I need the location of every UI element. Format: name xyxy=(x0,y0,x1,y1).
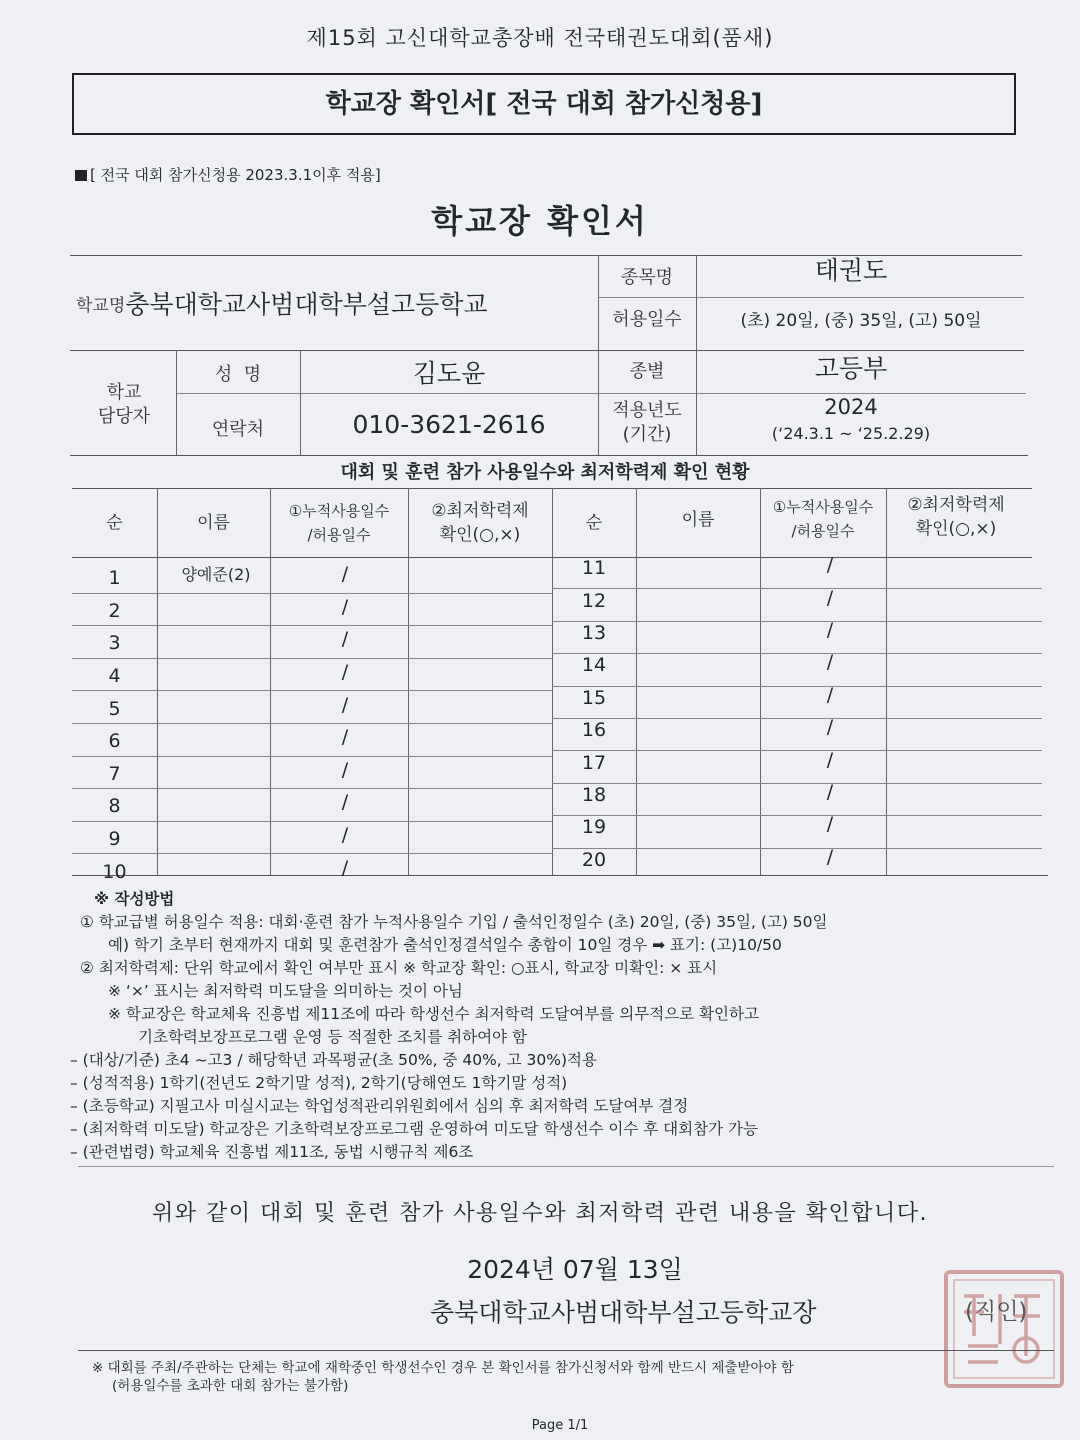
rule xyxy=(78,1350,1054,1351)
col-header-check-right-line1: ②최저학력제 xyxy=(907,495,1005,515)
staff-label-line2: 담당자 xyxy=(97,406,151,427)
row-number: 15 xyxy=(581,686,607,709)
contact-label: 연락처 xyxy=(211,419,265,440)
row-number: 11 xyxy=(581,557,607,580)
student-name xyxy=(640,811,756,843)
principal-name: 충북대학교사범대학부설고등학교장 xyxy=(430,1298,817,1327)
student-name xyxy=(162,821,270,848)
col-header-days-right xyxy=(760,488,886,550)
student-name xyxy=(640,844,756,876)
page-number: Page 1/1 xyxy=(531,1418,589,1433)
student-name xyxy=(162,658,270,685)
period-value: (‘24.3.1 ~ ‘25.2.29) xyxy=(771,423,931,443)
row-number: 8 xyxy=(108,795,121,818)
row-number: 6 xyxy=(108,730,121,753)
confirmation-statement: 위와 같이 대회 및 훈련 참가 사용일수와 최저학력 관련 내용을 확인합니다. xyxy=(152,1201,928,1226)
writing-instructions xyxy=(70,888,1040,1164)
note-line: ② 최저학력제: 단위 학교에서 확인 여부만 표시 ※ 학교장 확인: ○표시, 학교장 미확인: × 표시 xyxy=(80,959,718,977)
note-line: – (최저학력 미도달) 학교장은 기초학력보장프로그램 운영하여 미도달 학생선수 이수 후 대회참가 가능 xyxy=(70,1120,758,1138)
row-number: 12 xyxy=(581,589,607,612)
student-name xyxy=(640,552,756,584)
row-number: 13 xyxy=(581,621,607,644)
staff-label-line1: 학교 xyxy=(106,382,142,403)
school-name-label: 학교명 xyxy=(76,295,126,316)
row-number: 20 xyxy=(581,848,607,871)
days-slash: / xyxy=(826,683,834,706)
document-title: 학교장 확인서 xyxy=(431,202,649,240)
col-header-days-line1: ①누적사용일수 xyxy=(288,502,390,520)
grid-title: 대회 및 훈련 참가 사용일수와 최저학력제 확인 현황 xyxy=(340,462,750,483)
days-slash: / xyxy=(826,716,834,739)
days-slash: / xyxy=(341,791,349,814)
days-slash: / xyxy=(826,618,834,641)
note-line: – (관련법령) 학교체육 진흥법 제11조, 동법 시행규칙 제6조 xyxy=(70,1143,474,1161)
student-name xyxy=(640,649,756,681)
row-number: 3 xyxy=(108,632,121,655)
school-name-cell xyxy=(76,278,596,328)
allowed-days-value: (초) 20일, (중) 35일, (고) 50일 xyxy=(740,310,982,331)
note-line: – (대상/기준) 초4 ~고3 / 해당학년 과목평균(초 50%, 중 40%, 고 30%)적용 xyxy=(70,1051,597,1069)
row-number: 4 xyxy=(108,665,121,688)
col-header-days-right-line2: /허용일수 xyxy=(791,522,855,540)
col-header-check-right xyxy=(886,486,1026,548)
note-line: ※ ‘×’ 표시는 최저학력 미도달을 의미하는 것이 아님 xyxy=(108,982,463,1000)
note-line: 기초학력보장프로그램 운영 등 적절한 조치를 취하여야 함 xyxy=(138,1028,527,1046)
row-number: 10 xyxy=(102,860,127,883)
col-header-name: 이름 xyxy=(197,513,230,533)
person-name-value: 김도윤 xyxy=(412,358,486,388)
days-slash: / xyxy=(341,628,349,651)
school-name-value: 충북대학교사범대학부설고등학교 xyxy=(125,290,488,319)
days-slash: / xyxy=(341,563,349,586)
days-slash: / xyxy=(341,824,349,847)
student-name xyxy=(162,625,270,652)
banner-title: 학교장 확인서[ 전국 대회 참가신청용] xyxy=(72,73,1016,135)
row-number: 17 xyxy=(581,751,607,774)
col-header-check-line2: 확인(○,×) xyxy=(439,525,521,545)
days-slash: / xyxy=(341,856,349,879)
notice-tag-text: [ 전국 대회 참가신청용 2023.3.1이후 적용] xyxy=(90,166,381,184)
student-name xyxy=(640,746,756,778)
days-slash: / xyxy=(826,748,834,771)
footer-note: ※ 대회를 주최/주관하는 단체는 학교에 재학중인 학생선수인 경우 본 확인서를 참가신청서와 함께 반드시 제출받아야 함 xyxy=(92,1360,794,1376)
student-name xyxy=(162,593,270,620)
year-label xyxy=(598,395,696,450)
event-value: 태권도 xyxy=(814,256,888,285)
row-number: 14 xyxy=(581,654,607,677)
col-header-no-right: 순 xyxy=(585,513,603,533)
days-slash: / xyxy=(826,586,834,609)
col-header-days-line2: /허용일수 xyxy=(307,526,371,544)
col-header-days xyxy=(270,490,408,556)
days-slash: / xyxy=(341,758,349,781)
col-header-check xyxy=(408,490,552,556)
col-header-check-line1: ②최저학력제 xyxy=(431,501,529,521)
student-name xyxy=(162,690,270,717)
col-header-days-right-line1: ①누적사용일수 xyxy=(772,498,874,516)
notes-heading: ※ 작성방법 xyxy=(94,890,175,908)
event-label: 종목명 xyxy=(620,267,674,288)
student-name xyxy=(640,617,756,649)
footer-note-sub: (허용일수를 초과한 대회 참가는 불가함) xyxy=(112,1378,349,1394)
note-line: ※ 학교장은 학교체육 진흥법 제11조에 따라 학생선수 최저학력 도달여부를 의무적으로 확인하고 xyxy=(108,1005,759,1023)
student-name xyxy=(162,723,270,750)
student-name xyxy=(640,714,756,746)
division-value: 고등부 xyxy=(814,353,888,383)
square-bullet-icon xyxy=(75,170,87,181)
days-slash: / xyxy=(826,845,834,868)
days-slash: / xyxy=(826,780,834,803)
row-number: 5 xyxy=(108,697,121,720)
row-number: 9 xyxy=(108,828,121,851)
col-header-no: 순 xyxy=(106,513,123,533)
seal-label: (직인) xyxy=(965,1299,1028,1325)
col-header-check-right-line2: 확인(○,×) xyxy=(915,519,997,539)
row-number: 1 xyxy=(108,567,121,590)
row-number: 7 xyxy=(108,762,121,785)
student-name xyxy=(162,853,270,880)
year-value: 2024 xyxy=(824,394,878,419)
student-name xyxy=(162,756,270,783)
student-name xyxy=(640,779,756,811)
note-line: 예) 학기 초부터 현재까지 대회 및 훈련참가 출석인정결석일수 총합이 10일 경우 ➡ 표기: (고)10/50 xyxy=(108,936,782,954)
note-line: – (초등학교) 지필고사 미실시교는 학업성적관리위원회에서 심의 후 최저학력 도달여부 결정 xyxy=(70,1097,689,1115)
days-slash: / xyxy=(341,661,349,684)
allowed-days-label: 허용일수 xyxy=(612,309,682,330)
note-line: – (성적적용) 1학기(전년도 2학기말 성적), 2학기(당해연도 1학기말 성적) xyxy=(70,1074,568,1092)
division-label: 종별 xyxy=(629,361,665,382)
row-number: 19 xyxy=(581,816,607,839)
staff-label xyxy=(72,370,176,440)
days-slash: / xyxy=(341,726,349,749)
days-slash: / xyxy=(341,693,349,716)
person-name-label: 성 명 xyxy=(214,364,262,385)
rule xyxy=(78,1166,1054,1167)
row-number: 18 xyxy=(581,783,607,806)
days-slash: / xyxy=(826,651,834,674)
rule xyxy=(70,455,1028,456)
student-name xyxy=(640,584,756,616)
days-slash: / xyxy=(826,813,834,836)
student-name xyxy=(162,788,270,815)
col-header-name-right: 이름 xyxy=(681,510,715,530)
student-name xyxy=(640,682,756,714)
row-number: 2 xyxy=(108,599,121,622)
days-slash: / xyxy=(341,595,349,618)
row-number: 16 xyxy=(581,719,607,742)
student-name: 양예준(2) xyxy=(181,564,251,584)
year-label-line1: 적용년도 xyxy=(612,399,682,421)
notice-tag xyxy=(75,164,381,185)
issue-date: 2024년 07월 13일 xyxy=(467,1255,683,1284)
event-title: 제15회 고신대학교총장배 전국태권도대회(품새) xyxy=(306,26,774,50)
official-seal-icon xyxy=(940,1266,1068,1392)
note-line: ① 학교급별 허용일수 적용: 대회·훈련 참가 누적사용일수 기입 / 출석인정일수 (초) 20일, (중) 35일, (고) 50일 xyxy=(80,913,828,931)
contact-value: 010-3621-2616 xyxy=(352,410,546,439)
year-label-line2: (기간) xyxy=(622,423,672,445)
days-slash: / xyxy=(826,554,834,577)
